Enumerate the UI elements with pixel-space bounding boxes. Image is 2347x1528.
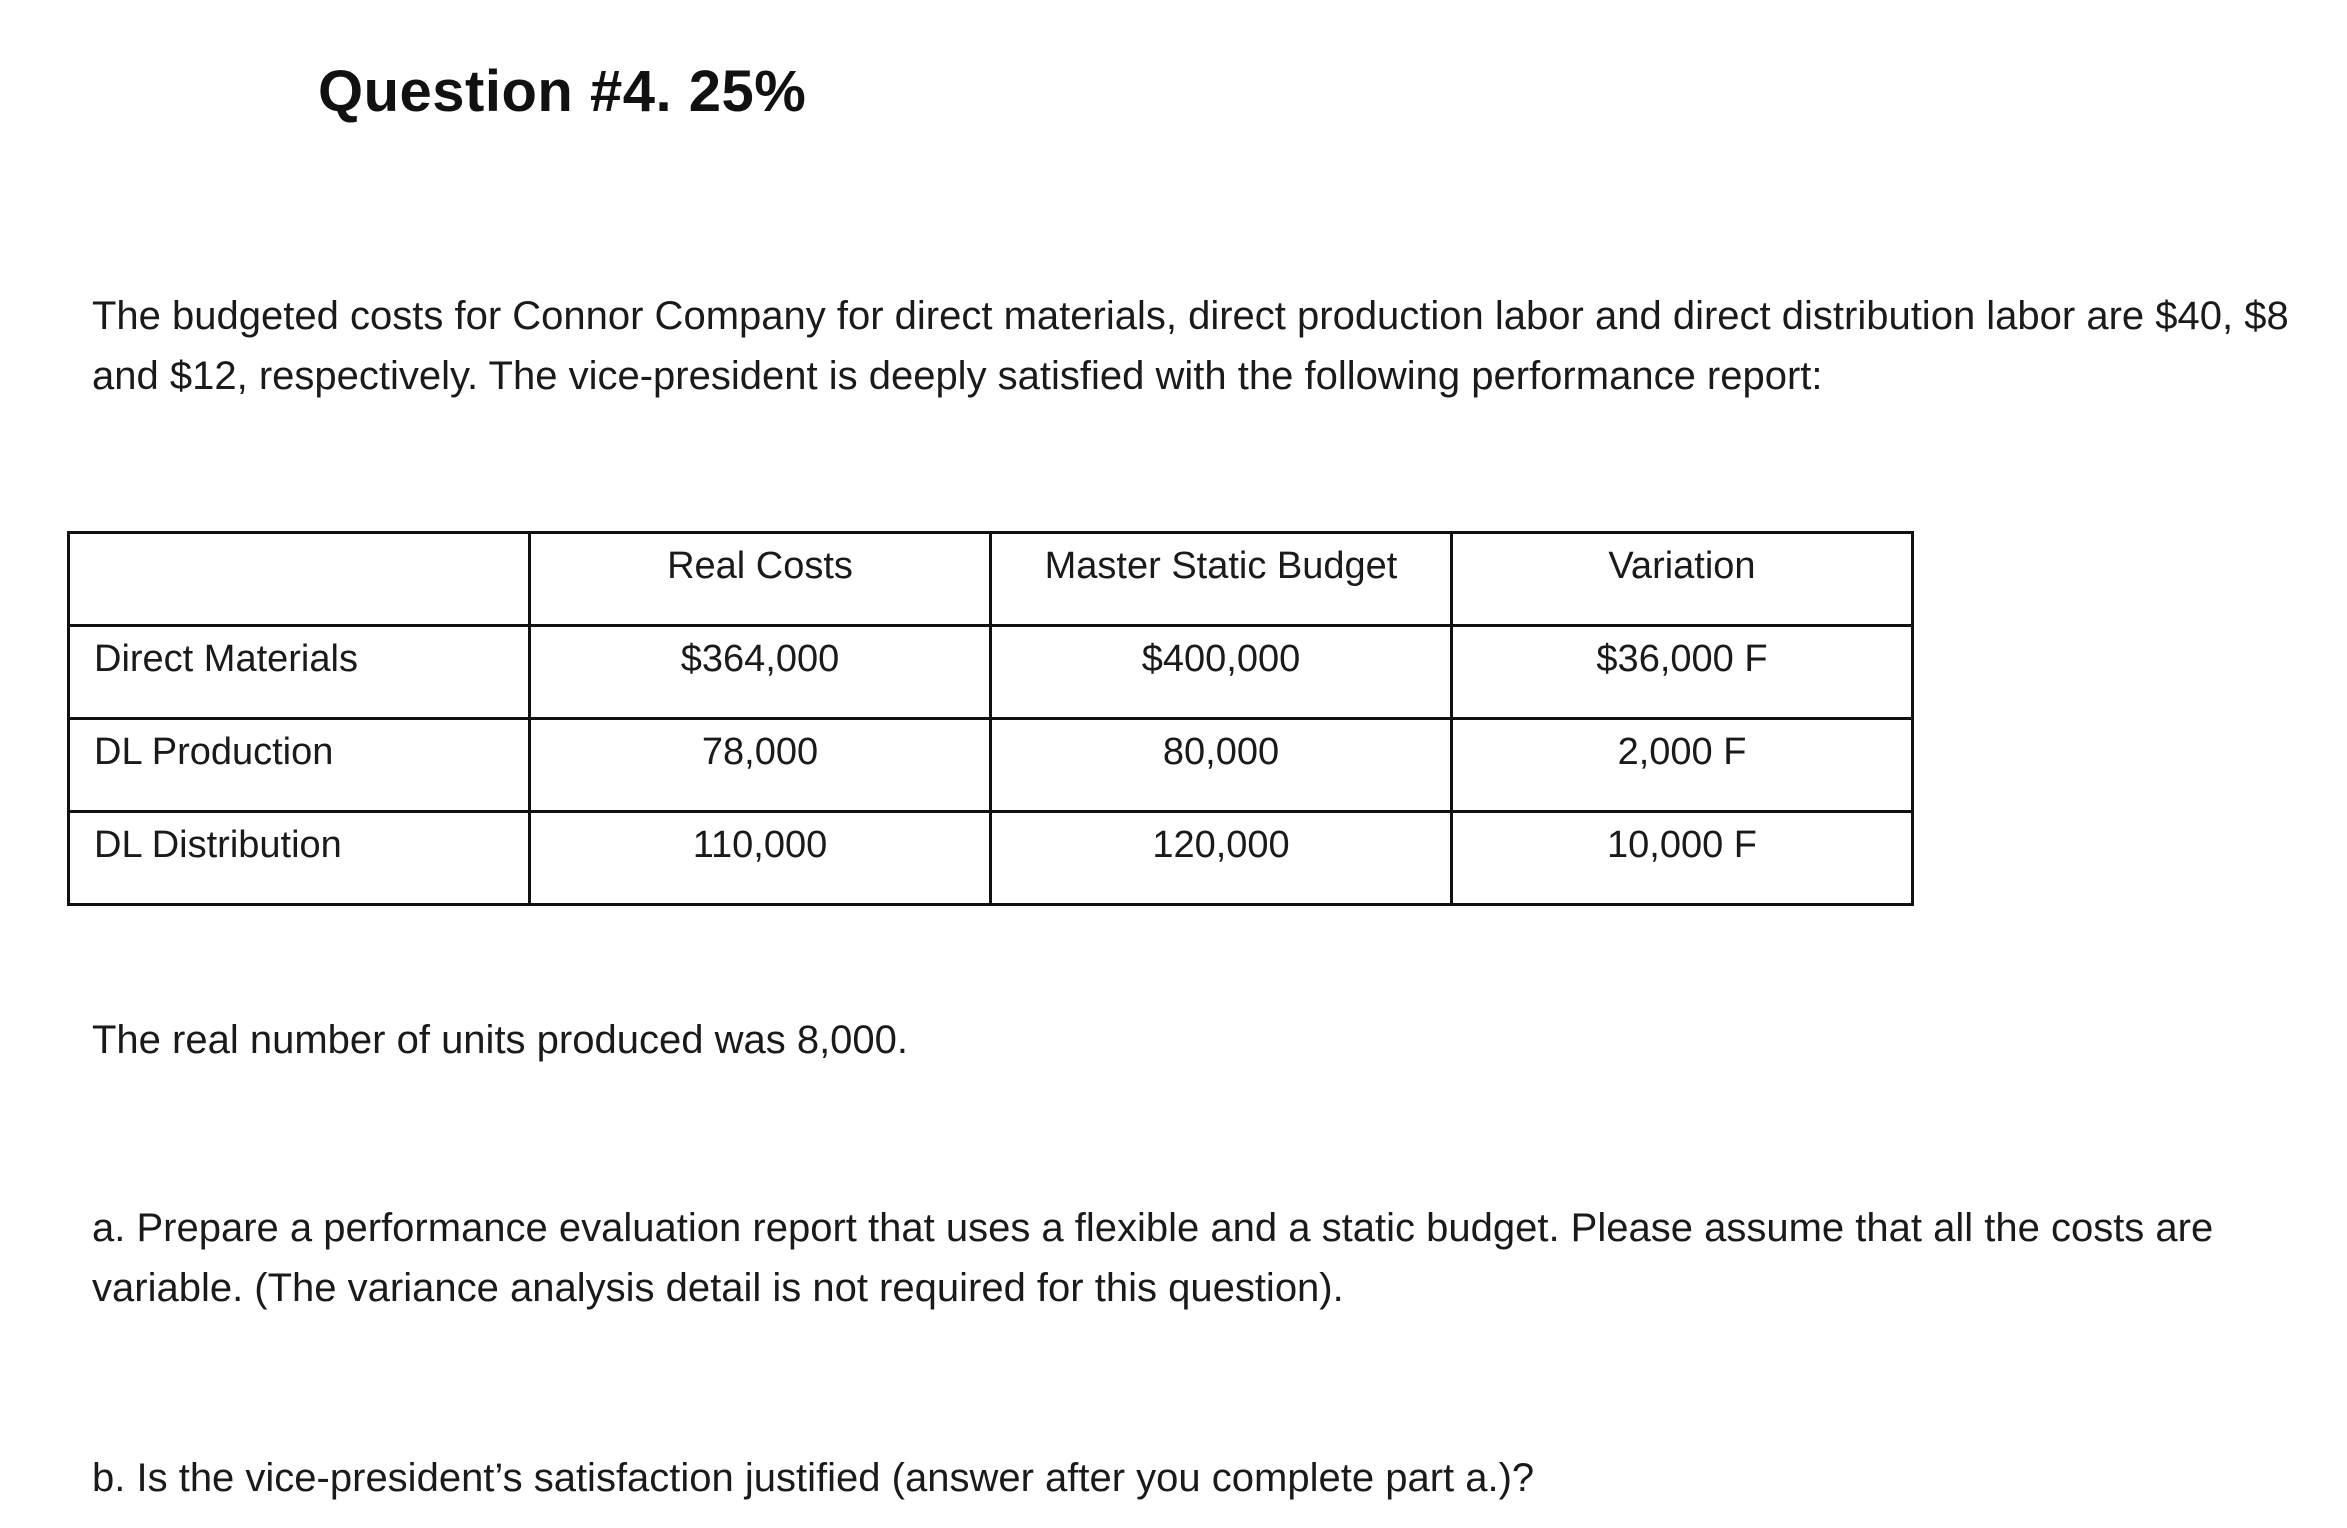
real-cost-value: $364,000 xyxy=(530,626,991,719)
performance-report-table xyxy=(67,531,1914,906)
row-label: DL Distribution xyxy=(69,812,530,905)
units-produced-text: The real number of units produced was 8,000. xyxy=(92,1018,909,1062)
row-label: Direct Materials xyxy=(69,626,530,719)
table-row xyxy=(69,812,1913,905)
table-row xyxy=(69,719,1913,812)
variation-value: 10,000 F xyxy=(1452,812,1913,905)
question-a-text: a. Prepare a performance evaluation report that uses a flexible and a static budget. Please assume that all the costs are variable. (The variance analysis detail is not required for this question). xyxy=(92,1206,2214,1310)
budget-value: 120,000 xyxy=(991,812,1452,905)
header-variation: Variation xyxy=(1452,533,1913,626)
header-empty-cell xyxy=(69,533,530,626)
real-cost-value: 110,000 xyxy=(530,812,991,905)
table-row xyxy=(69,626,1913,719)
table-header-row xyxy=(69,533,1913,626)
question-b-text: b. Is the vice-president’s satisfaction justified (answer after you complete part a.)? xyxy=(92,1456,1535,1500)
header-master-static-budget: Master Static Budget xyxy=(991,533,1452,626)
intro-paragraph: The budgeted costs for Connor Company for direct materials, direct production labor and direct distribution labor are $40, $8 and $12, respectively. The vice-president is deeply satisfied with the following performance report: xyxy=(92,294,2289,398)
variation-value: $36,000 F xyxy=(1452,626,1913,719)
real-cost-value: 78,000 xyxy=(530,719,991,812)
row-label: DL Production xyxy=(69,719,530,812)
budget-value: $400,000 xyxy=(991,626,1452,719)
variation-value: 2,000 F xyxy=(1452,719,1913,812)
budget-value: 80,000 xyxy=(991,719,1452,812)
header-real-costs: Real Costs xyxy=(530,533,991,626)
question-title: Question #4. 25% xyxy=(318,59,807,124)
